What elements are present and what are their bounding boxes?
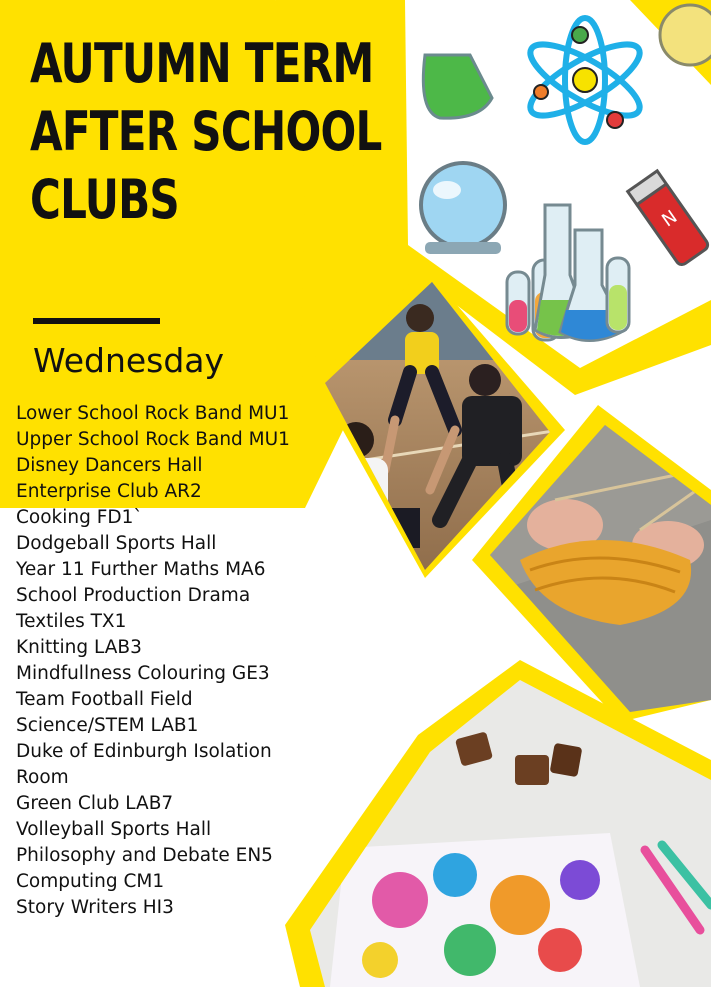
title-line-3: CLUBS	[30, 168, 179, 231]
svg-text:N: N	[658, 206, 682, 232]
poster-title	[30, 30, 382, 234]
club-item: Year 11 Further Maths MA6	[16, 559, 266, 580]
club-item: Disney Dancers Hall	[16, 455, 203, 476]
club-item: Philosophy and Debate EN5	[16, 845, 273, 866]
club-item: Cooking FD1`	[16, 507, 143, 528]
title-line-1: AUTUMN TERM	[30, 32, 374, 95]
club-item: Dodgeball Sports Hall	[16, 533, 217, 554]
club-item: School Production Drama	[16, 585, 251, 606]
club-item: Story Writers HI3	[16, 897, 174, 918]
club-item: Duke of Edinburgh Isolation Room	[16, 741, 272, 788]
club-item: Lower School Rock Band MU1	[16, 403, 290, 424]
club-item: Volleyball Sports Hall	[16, 819, 212, 840]
club-item: Computing CM1	[16, 871, 165, 892]
club-item: Upper School Rock Band MU1	[16, 429, 290, 450]
title-line-2: AFTER SCHOOL	[30, 100, 382, 163]
club-item: Green Club LAB7	[16, 793, 174, 814]
club-item: Mindfullness Colouring GE3	[16, 663, 270, 684]
club-item: Textiles TX1	[16, 611, 127, 632]
club-item: Team Football Field	[16, 689, 193, 710]
club-list	[16, 401, 316, 921]
club-item: Enterprise Club AR2	[16, 481, 202, 502]
club-item: Knitting LAB3	[16, 637, 142, 658]
club-item: Science/STEM LAB1	[16, 715, 199, 736]
title-underline	[33, 318, 160, 324]
day-heading: Wednesday	[33, 341, 225, 380]
